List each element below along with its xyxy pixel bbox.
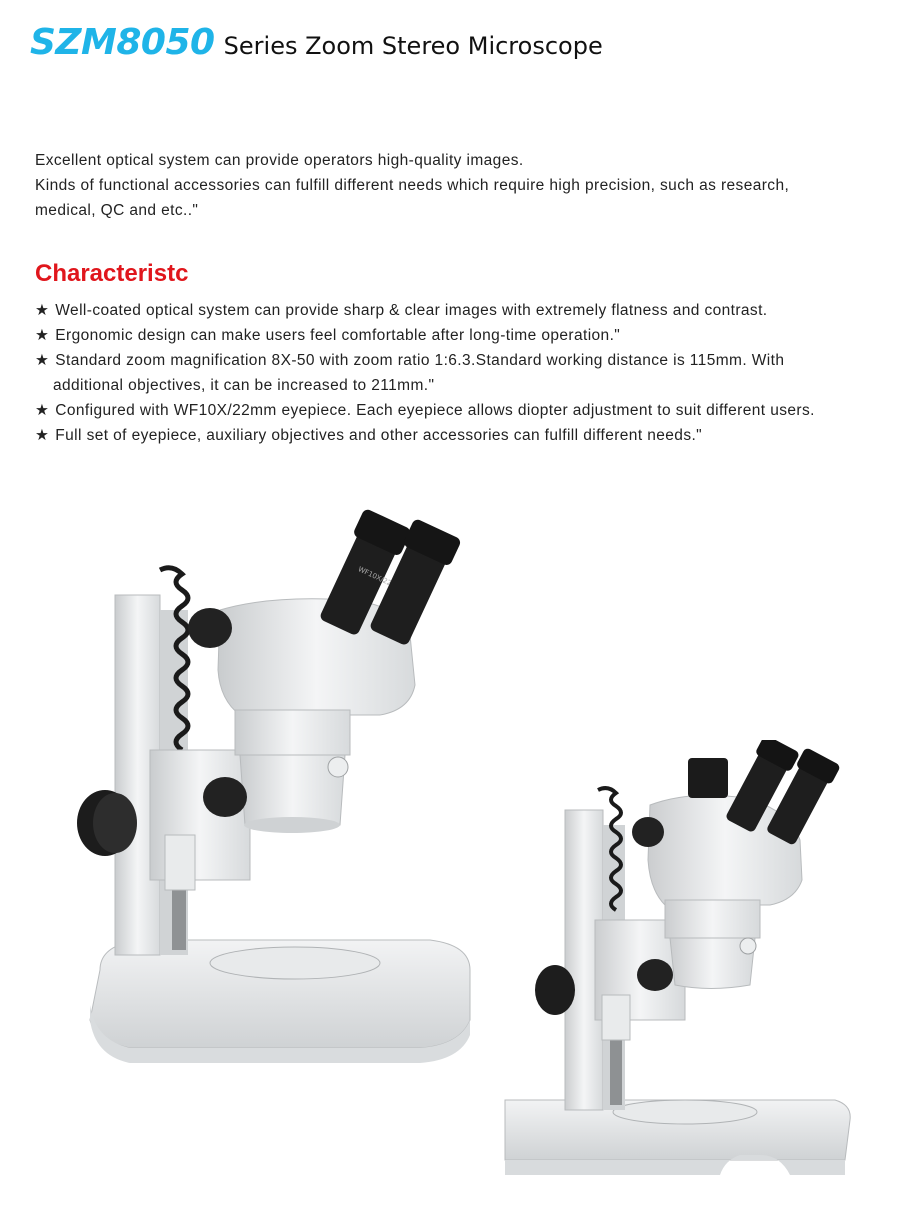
product-subtitle: Series Zoom Stereo Microscope <box>223 32 603 60</box>
feature-text: Ergonomic design can make users feel comfortable after long-time operation." <box>55 327 621 344</box>
star-icon: ★ <box>35 302 50 319</box>
list-item <box>35 423 885 448</box>
characteristics-list <box>35 298 885 448</box>
feature-text: Configured with WF10X/22mm eyepiece. Each eyepiece allows diopter adjustment to suit different users. <box>55 402 815 419</box>
eyepiece-label: WF10X/22 <box>356 565 393 588</box>
list-item <box>35 298 885 323</box>
star-icon: ★ <box>35 427 50 444</box>
binocular-microscope-image <box>60 500 480 1080</box>
list-item <box>35 323 885 348</box>
intro-line: Excellent optical system can provide operators high-quality images. <box>35 152 524 169</box>
trinocular-microscope-image <box>490 740 870 1200</box>
feature-text: additional objectives, it can be increased to 211mm." <box>53 377 435 394</box>
star-icon: ★ <box>35 402 50 419</box>
feature-text: Full set of eyepiece, auxiliary objectives and other accessories can fulfill different needs." <box>55 427 703 444</box>
intro-line: Kinds of functional accessories can fulfill different needs which require high precision, such as research, <box>35 177 790 194</box>
list-item <box>35 398 885 423</box>
feature-text: Well-coated optical system can provide sharp & clear images with extremely flatness and contrast. <box>55 302 768 319</box>
star-icon: ★ <box>35 327 50 344</box>
star-icon: ★ <box>35 352 50 369</box>
model-name: SZM8050 <box>30 22 215 63</box>
list-item-continuation <box>35 373 885 398</box>
intro-paragraph <box>35 148 875 223</box>
intro-line: medical, QC and etc.." <box>35 202 199 219</box>
characteristics-heading: Characteristc <box>35 260 189 287</box>
feature-text: Standard zoom magnification 8X-50 with zoom ratio 1:6.3.Standard working distance is 115mm. With <box>55 352 785 369</box>
list-item <box>35 348 885 373</box>
page-title <box>30 22 603 63</box>
